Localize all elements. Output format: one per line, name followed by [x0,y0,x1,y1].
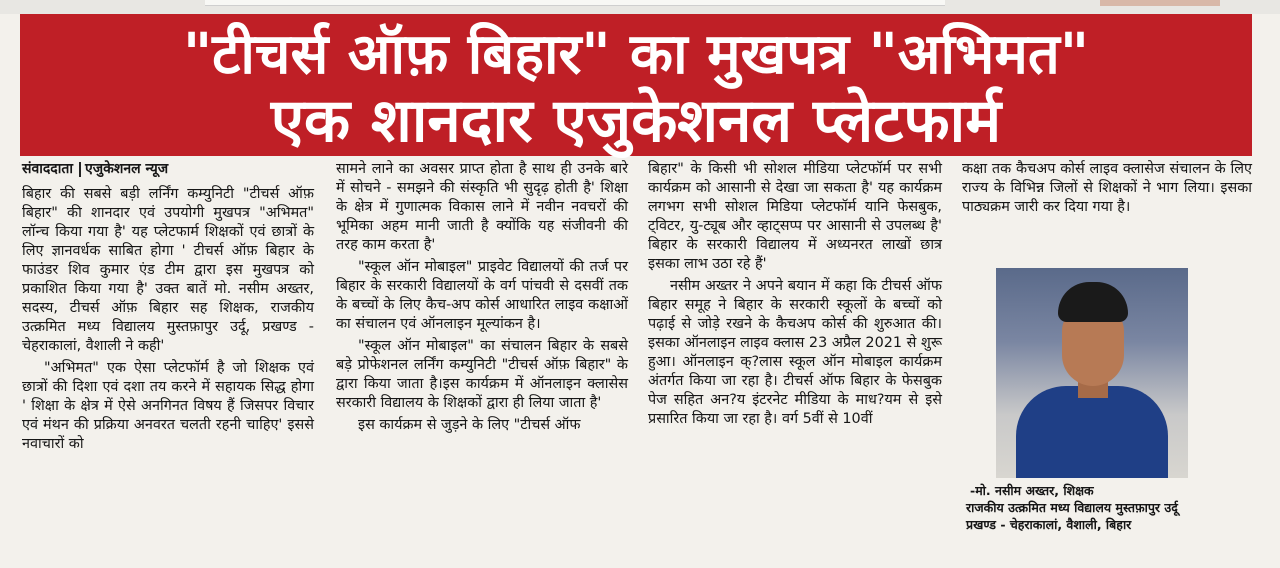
headline-banner [20,14,1252,156]
caption-name: -मो. नसीम अख्तर, शिक्षक [970,483,1094,498]
article-paragraph: बिहार" के किसी भी सोशल मीडिया प्लेटफॉर्म पर सभी कार्यक्रम को आसानी से देखा जा सकता है' यह कार्यक्रम लगभग सभी सोशल मिडिया प्लेटफॉर्म यानि फेसबुक, ट्विटर, यु-ट्यूब और व्हाट्सप्प पर आसानी से उपलब्ध है' बिहार के सरकारी विद्यालय में अध्यनरत लाखों छात्र इसका लाभ उठा रहे हैं' [648,161,942,272]
article-paragraph: इस कार्यक्रम से जुड़ने के लिए "टीचर्स ऑफ [358,417,581,433]
byline [22,160,314,179]
caption-school: राजकीय उत्क्रमित मध्य विद्यालय मुस्तफ़ापुर उर्दू [966,500,1178,515]
article-column-1 [22,160,314,454]
article-paragraph: नसीम अख्तर ने अपने बयान में कहा कि टीचर्स ऑफ बिहार समूह ने बिहार के सरकारी स्कूलों के बच्चों को पढ़ाई से जोड़े रखने के कैचअप कोर्स की शुरुआत की। इसका ऑनलाइन लाइव क्लास 23 अप्रैल 2021 से शुरू हुआ। ऑनलाइन क्?लास स्कूल ऑन मोबाइल कार्यक्रम अंतर्गत किया जा रहा है। टीचर्स ऑफ बिहार के फेसबुक पेज सहित अन?य इंटरनेट मीडिया के माध?यम से इसे प्रसारित किया जा रहा है। वर्ग 5वीं से 10वीं [648,278,942,427]
article-column-3 [648,160,942,429]
article-column-2 [336,160,628,435]
article-column-4 [962,160,1252,217]
top-photo-edge [1100,0,1220,6]
photo-shirt [1016,386,1168,478]
article-paragraph: बिहार की सबसे बड़ी लर्निंग कम्युनिटी "टीचर्स ऑफ़ बिहार" की शानदार एवं उपयोगी मुखपत्र "अभिमत" लॉन्च किया गया है' यह प्लेटफार्म शिक्षकों एवं छात्रों के लिए ज्ञानवर्धक साबित होगा ' टीचर्स ऑफ़ बिहार के फाउंडर शिव कुमार एंड टीम द्वारा इस मुखपत्र को प्रकाशित किया गया है' उक्त बातें मो. नसीम अख्तर, सदस्य, टीचर्स ऑफ़ बिहार सह शिक्षक, राजकीय उत्क्रमित मध्य विद्यालय मुस्तफ़ापुर उर्दू, प्रखण्ड - चेहराकालां, वैशाली ने कही' [22,186,314,354]
article-paragraph: "स्कूल ऑन मोबाइल" का संचालन बिहार के सबसे बड़े प्रोफेशनल लर्निंग कम्युनिटी "टीचर्स ऑफ़ बिहार" के द्वारा किया जाता है।इस कार्यक्रम में ऑनलाइन क्लासेस सरकारी विद्यालय के शिक्षकों द्वारा ही लिया जाता है' [336,338,628,411]
article-paragraph: "स्कूल ऑन मोबाइल" प्राइवेट विद्यालयों की तर्ज पर बिहार के सरकारी विद्यालयों के वर्ग पांचवी से दसवीं तक के बच्चों के लिए कैच-अप कोर्स आधारित लाइव कक्षाओं का संचालन एवं ऑनलाइन मूल्यांकन है। [336,259,628,332]
article-paragraph: "अभिमत" एक ऐसा प्लेटफॉर्म है जो शिक्षक एवं छात्रों की दिशा एवं दशा तय करने में सहायक सिद्ध होगा ' शिक्षा के क्षेत्र में ऐसे अनगिनत विषय हैं जिसपर विचार एवं मंथन की प्रक्रिया अनवरत चलती रहनी चाहिए' इससे नवाचारों को [22,360,314,452]
portrait-photo [996,268,1188,478]
photo-caption [966,482,1256,533]
headline-line-1: "टीचर्स ऑफ़ बिहार" का मुखपत्र "अभिमत" [182,22,1089,87]
article-paragraph: कक्षा तक कैचअप कोर्स लाइव क्लासेज संचालन के लिए राज्य के विभिन्न जिलों से शिक्षकों ने भाग लिया। इसका पाठ्यक्रम जारी कर दिया गया है। [962,161,1252,215]
byline-divider [79,162,81,177]
article-paragraph: सामने लाने का अवसर प्राप्त होता है साथ ही उनके बारे में सोचने - समझने की संस्कृति भी सुदृढ़ होती है' शिक्षा के क्षेत्र में गुणात्मक विकास लाने में नवीन नवचरों की भूमिका अहम मानी जाती है क्योंकि यह संजीवनी की तरह काम करता है' [336,161,628,253]
caption-block: प्रखण्ड - चेहराकालां, वैशाली, बिहार [966,517,1132,532]
byline-reporter: संवाददाता [22,161,73,177]
previous-article-edge [205,0,945,6]
photo-hair [1058,282,1128,322]
byline-section: एजुकेशनल न्यूज [84,161,169,177]
headline-line-2: एक शानदार एजुकेशनल प्लेटफार्म [270,86,1002,156]
